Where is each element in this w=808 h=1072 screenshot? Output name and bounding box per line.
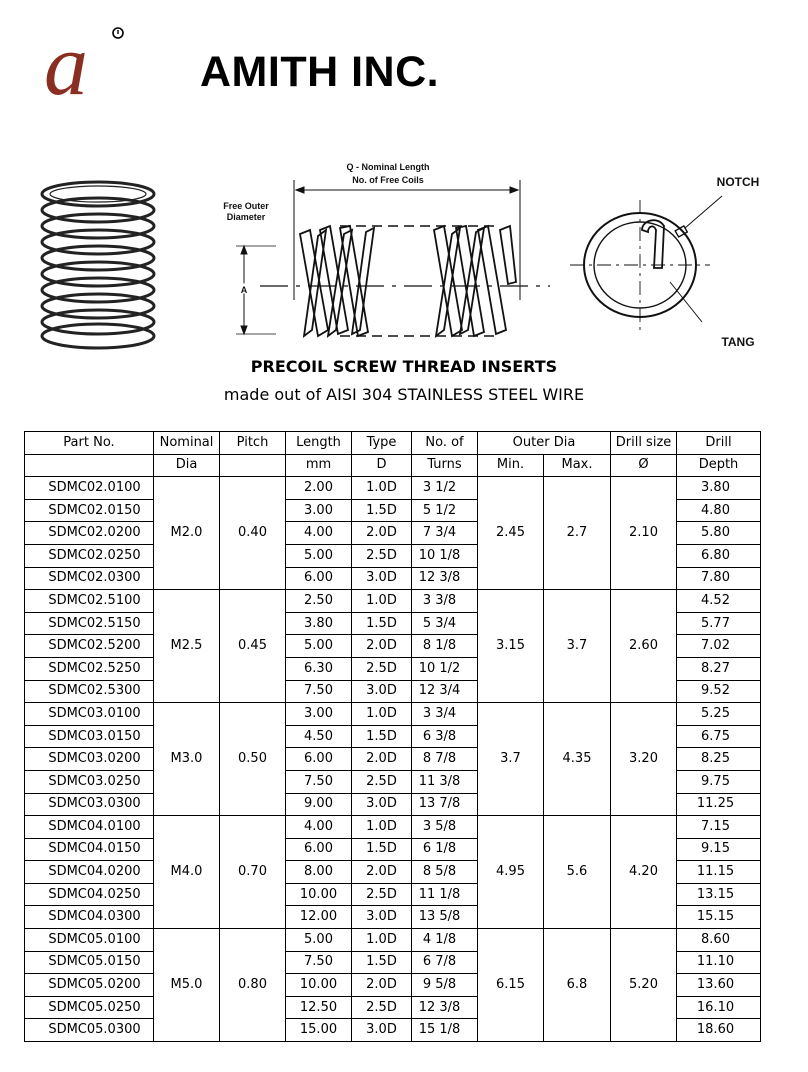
cell-turns: 3 1/2: [412, 477, 478, 500]
table-row: [25, 703, 761, 726]
cell-part-no: SDMC04.0150: [25, 838, 154, 861]
cell-drill-depth: 9.52: [677, 680, 761, 703]
cell-turns: 5 3/4: [412, 612, 478, 635]
col-drill-depth: Drill: [677, 432, 761, 455]
cell-type: 1.0D: [352, 477, 412, 500]
cell-drill-depth: 4.52: [677, 590, 761, 613]
cell-drill-depth: 11.10: [677, 951, 761, 974]
cell-part-no: SDMC02.0250: [25, 544, 154, 567]
cell-drill-depth: 4.80: [677, 499, 761, 522]
cell-part-no: SDMC02.5250: [25, 657, 154, 680]
cell-part-no: SDMC05.0200: [25, 974, 154, 997]
table-header-row: [25, 432, 761, 455]
table-row: [25, 816, 761, 839]
cell-length: 12.50: [286, 996, 352, 1019]
cell-outer-max: 6.8: [544, 929, 611, 1042]
cell-length: 5.00: [286, 929, 352, 952]
label-nominal-length: Q - Nominal Length: [346, 162, 430, 172]
cell-part-no: SDMC03.0250: [25, 770, 154, 793]
cell-drill-depth: 11.25: [677, 793, 761, 816]
cell-outer-min: 2.45: [478, 477, 544, 590]
cell-type: 1.5D: [352, 725, 412, 748]
cell-turns: 11 1/8: [412, 883, 478, 906]
label-free-outer-diameter: Free Outer: [223, 201, 269, 211]
cell-turns: 3 3/8: [412, 590, 478, 613]
cell-drill-depth: 7.80: [677, 567, 761, 590]
cell-length: 7.50: [286, 680, 352, 703]
cell-part-no: SDMC02.5300: [25, 680, 154, 703]
cell-turns: 12 3/8: [412, 567, 478, 590]
cell-part-no: SDMC04.0300: [25, 906, 154, 929]
cell-turns: 6 7/8: [412, 951, 478, 974]
cell-type: 1.5D: [352, 499, 412, 522]
specs-table: [24, 431, 761, 1042]
cell-nominal: M2.0: [154, 477, 220, 590]
col-outer-dia: Outer Dia: [478, 432, 611, 455]
cell-drill-depth: 9.75: [677, 770, 761, 793]
cell-outer-max: 4.35: [544, 703, 611, 816]
cell-turns: 8 1/8: [412, 635, 478, 658]
cell-length: 6.30: [286, 657, 352, 680]
sub-drill-depth: Depth: [677, 454, 761, 477]
sub-turns: Turns: [412, 454, 478, 477]
cell-type: 2.0D: [352, 635, 412, 658]
cell-turns: 9 5/8: [412, 974, 478, 997]
cell-drill-depth: 5.77: [677, 612, 761, 635]
cell-turns: 10 1/2: [412, 657, 478, 680]
cell-type: 2.0D: [352, 974, 412, 997]
cell-drill-depth: 3.80: [677, 477, 761, 500]
cell-turns: 8 7/8: [412, 748, 478, 771]
cell-part-no: SDMC04.0200: [25, 861, 154, 884]
cell-turns: 5 1/2: [412, 499, 478, 522]
cell-length: 5.00: [286, 635, 352, 658]
cell-length: 6.00: [286, 838, 352, 861]
cell-length: 3.00: [286, 499, 352, 522]
cell-length: 3.00: [286, 703, 352, 726]
cell-drill-depth: 5.80: [677, 522, 761, 545]
cell-part-no: SDMC04.0100: [25, 816, 154, 839]
cell-drill-depth: 8.60: [677, 929, 761, 952]
cell-part-no: SDMC05.0150: [25, 951, 154, 974]
cell-drill-depth: 6.80: [677, 544, 761, 567]
cell-length: 7.50: [286, 951, 352, 974]
company-name: AMITH INC.: [200, 48, 440, 96]
cell-length: 6.00: [286, 748, 352, 771]
cell-type: 2.5D: [352, 996, 412, 1019]
cell-turns: 6 1/8: [412, 838, 478, 861]
col-turns: No. of: [412, 432, 478, 455]
cell-nominal: M5.0: [154, 929, 220, 1042]
table-row: [25, 590, 761, 613]
insert-diagram: [30, 150, 790, 365]
cell-outer-max: 2.7: [544, 477, 611, 590]
cell-length: 4.50: [286, 725, 352, 748]
cell-nominal: M2.5: [154, 590, 220, 703]
cell-type: 2.0D: [352, 748, 412, 771]
cell-turns: 6 3/8: [412, 725, 478, 748]
cell-type: 2.0D: [352, 522, 412, 545]
sub-length: mm: [286, 454, 352, 477]
cell-drill-depth: 7.02: [677, 635, 761, 658]
cell-part-no: SDMC02.5200: [25, 635, 154, 658]
cell-turns: 10 1/8: [412, 544, 478, 567]
cell-drill-depth: 18.60: [677, 1019, 761, 1042]
cell-length: 12.00: [286, 906, 352, 929]
cell-type: 2.5D: [352, 770, 412, 793]
cell-turns: 8 5/8: [412, 861, 478, 884]
cell-pitch: 0.50: [220, 703, 286, 816]
cell-drill-depth: 13.15: [677, 883, 761, 906]
cell-length: 10.00: [286, 974, 352, 997]
cell-drill-size: 2.60: [611, 590, 677, 703]
cell-part-no: SDMC03.0100: [25, 703, 154, 726]
company-logo: [38, 22, 134, 102]
cell-part-no: SDMC02.5150: [25, 612, 154, 635]
coil-illustration: [42, 182, 154, 348]
label-a: A: [240, 285, 248, 295]
table-body: [25, 477, 761, 1042]
cell-part-no: SDMC02.0100: [25, 477, 154, 500]
cell-part-no: SDMC03.0150: [25, 725, 154, 748]
cell-part-no: SDMC05.0250: [25, 996, 154, 1019]
cell-part-no: SDMC04.0250: [25, 883, 154, 906]
cell-type: 1.0D: [352, 703, 412, 726]
cell-pitch: 0.70: [220, 816, 286, 929]
col-type: Type: [352, 432, 412, 455]
col-part-no: Part No.: [25, 432, 154, 455]
cell-outer-min: 3.7: [478, 703, 544, 816]
cell-part-no: SDMC02.5100: [25, 590, 154, 613]
cell-type: 3.0D: [352, 567, 412, 590]
cell-drill-size: 4.20: [611, 816, 677, 929]
cell-turns: 7 3/4: [412, 522, 478, 545]
cell-drill-depth: 7.15: [677, 816, 761, 839]
cell-outer-min: 4.95: [478, 816, 544, 929]
cell-pitch: 0.80: [220, 929, 286, 1042]
cell-length: 4.00: [286, 522, 352, 545]
cell-length: 10.00: [286, 883, 352, 906]
cell-type: 2.0D: [352, 861, 412, 884]
cell-turns: 15 1/8: [412, 1019, 478, 1042]
cell-drill-size: 3.20: [611, 703, 677, 816]
cell-outer-min: 3.15: [478, 590, 544, 703]
cell-drill-size: 2.10: [611, 477, 677, 590]
label-notch: NOTCH: [716, 175, 760, 189]
cell-length: 3.80: [286, 612, 352, 635]
table-row: [25, 477, 761, 500]
col-length: Length: [286, 432, 352, 455]
cell-turns: 13 5/8: [412, 906, 478, 929]
cell-length: 15.00: [286, 1019, 352, 1042]
end-view-diagram: [570, 175, 759, 349]
cell-part-no: SDMC02.0150: [25, 499, 154, 522]
cell-turns: 12 3/8: [412, 996, 478, 1019]
cell-part-no: SDMC05.0100: [25, 929, 154, 952]
cell-part-no: SDMC03.0300: [25, 793, 154, 816]
cell-pitch: 0.40: [220, 477, 286, 590]
document-subtitle: made out of AISI 304 STAINLESS STEEL WIRE: [223, 385, 585, 404]
cell-type: 3.0D: [352, 680, 412, 703]
table-subheader-row: [25, 454, 761, 477]
cell-type: 1.5D: [352, 612, 412, 635]
cell-turns: 3 3/4: [412, 703, 478, 726]
document-title: PRECOIL SCREW THREAD INSERTS: [250, 357, 558, 376]
sub-max: Max.: [544, 454, 611, 477]
cell-type: 1.0D: [352, 816, 412, 839]
cell-nominal: M3.0: [154, 703, 220, 816]
cell-drill-depth: 6.75: [677, 725, 761, 748]
cell-turns: 12 3/4: [412, 680, 478, 703]
cell-outer-min: 6.15: [478, 929, 544, 1042]
cell-drill-depth: 8.27: [677, 657, 761, 680]
cell-type: 2.5D: [352, 883, 412, 906]
sub-nominal: Dia: [154, 454, 220, 477]
cell-type: 1.0D: [352, 590, 412, 613]
cell-part-no: SDMC03.0200: [25, 748, 154, 771]
cell-type: 3.0D: [352, 906, 412, 929]
cell-turns: 4 1/8: [412, 929, 478, 952]
svg-text:Diameter: Diameter: [226, 212, 266, 222]
cell-type: 3.0D: [352, 793, 412, 816]
cell-drill-depth: 16.10: [677, 996, 761, 1019]
col-drill-size: Drill size: [611, 432, 677, 455]
logo-letter: a: [44, 22, 88, 102]
cell-length: 9.00: [286, 793, 352, 816]
col-nominal: Nominal: [154, 432, 220, 455]
col-pitch: Pitch: [220, 432, 286, 455]
cell-pitch: 0.45: [220, 590, 286, 703]
cell-drill-depth: 15.15: [677, 906, 761, 929]
cell-part-no: SDMC05.0300: [25, 1019, 154, 1042]
label-tang: TANG: [721, 335, 755, 349]
cell-length: 4.00: [286, 816, 352, 839]
cell-type: 1.5D: [352, 838, 412, 861]
cell-turns: 11 3/8: [412, 770, 478, 793]
cell-type: 3.0D: [352, 1019, 412, 1042]
cell-outer-max: 3.7: [544, 590, 611, 703]
cell-part-no: SDMC02.0300: [25, 567, 154, 590]
cell-length: 5.00: [286, 544, 352, 567]
side-view-diagram: [223, 162, 550, 336]
label-free-coils: No. of Free Coils: [352, 175, 424, 185]
cell-drill-depth: 8.25: [677, 748, 761, 771]
cell-drill-depth: 9.15: [677, 838, 761, 861]
sub-drill-size: Ø: [611, 454, 677, 477]
cell-type: 2.5D: [352, 657, 412, 680]
sub-min: Min.: [478, 454, 544, 477]
cell-nominal: M4.0: [154, 816, 220, 929]
cell-drill-depth: 5.25: [677, 703, 761, 726]
cell-length: 6.00: [286, 567, 352, 590]
cell-drill-depth: 11.15: [677, 861, 761, 884]
table-row: [25, 929, 761, 952]
sub-type: D: [352, 454, 412, 477]
cell-type: 2.5D: [352, 544, 412, 567]
cell-turns: 3 5/8: [412, 816, 478, 839]
cell-length: 7.50: [286, 770, 352, 793]
cell-drill-size: 5.20: [611, 929, 677, 1042]
cell-type: 1.0D: [352, 929, 412, 952]
cell-drill-depth: 13.60: [677, 974, 761, 997]
cell-outer-max: 5.6: [544, 816, 611, 929]
cell-type: 1.5D: [352, 951, 412, 974]
cell-turns: 13 7/8: [412, 793, 478, 816]
cell-length: 2.00: [286, 477, 352, 500]
cell-part-no: SDMC02.0200: [25, 522, 154, 545]
cell-length: 8.00: [286, 861, 352, 884]
cell-length: 2.50: [286, 590, 352, 613]
